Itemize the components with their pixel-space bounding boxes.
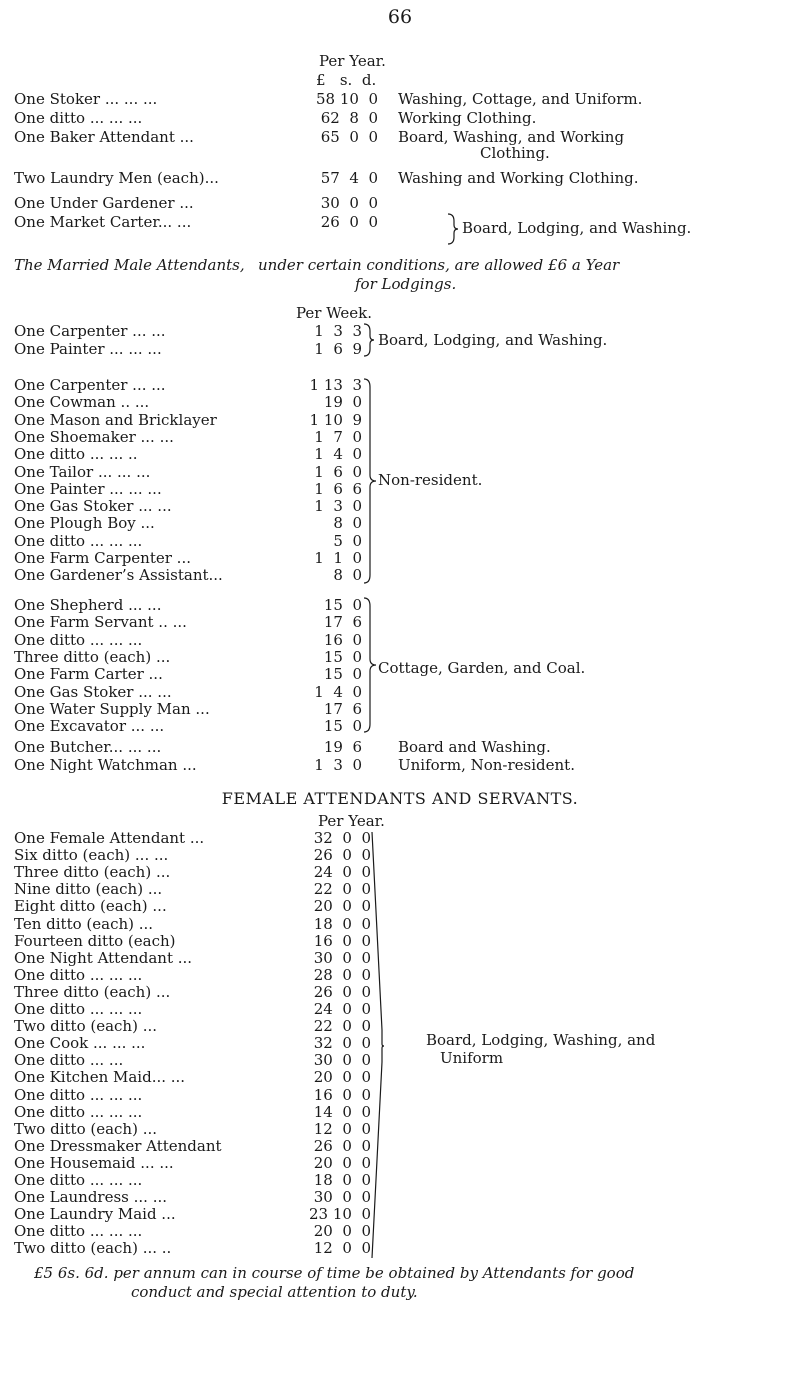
- row-amount: 26 0 0: [313, 1136, 371, 1155]
- row-label: One Farm Carpenter ...: [14, 549, 191, 567]
- row-amount: 30 0 0: [313, 948, 371, 967]
- row-label: One Painter ... ... ...: [14, 479, 162, 498]
- row-label: One Female Attendant ...: [14, 829, 205, 847]
- per-year-header: Per Year.: [319, 52, 386, 70]
- row-label: One Market Carter... ...: [14, 213, 192, 231]
- row-amount: 19 6: [323, 738, 362, 756]
- row-label: One Under Gardener ...: [14, 194, 194, 212]
- row-amount: 17 6: [323, 699, 362, 718]
- row-label: One Night Attendant ...: [14, 948, 193, 967]
- row-amount: 1 3 0: [314, 756, 362, 774]
- row-amount: 16 0 0: [313, 1085, 371, 1104]
- row-amount: 1 3 3: [314, 322, 362, 340]
- row-amount: 18 0 0: [313, 1171, 371, 1189]
- group-note-board-lodging-washing: Board, Lodging, and Washing.: [462, 219, 692, 237]
- row-label: One ditto ... ... ...: [14, 109, 143, 127]
- group2-note-non-resident: Non-resident.: [378, 471, 483, 489]
- row-label: One ditto ... ... ...: [14, 1000, 143, 1018]
- group1-note: Board, Lodging, and Washing.: [378, 331, 608, 349]
- row-label: One Shoemaker ... ...: [14, 427, 174, 446]
- row-label: One Farm Servant .. ...: [14, 613, 187, 632]
- row-amount: 1 10 9: [309, 410, 362, 429]
- row-note: Washing and Working Clothing.: [398, 169, 639, 187]
- row-amount: 22 0 0: [313, 1017, 371, 1036]
- brace-group1: [362, 322, 376, 358]
- row-label: One Mason and Bricklayer: [14, 410, 217, 429]
- row-amount: 5 0: [333, 531, 362, 550]
- row-label: One Dressmaker Attendant: [14, 1136, 222, 1155]
- row-label: One Gas Stoker ... ...: [14, 497, 172, 516]
- row-label: One Cowman .. ...: [14, 393, 150, 412]
- row-amount: 1 7 0: [314, 427, 362, 446]
- row-amount: 16 0 0: [313, 931, 371, 950]
- row-note: Uniform, Non-resident.: [398, 756, 575, 774]
- row-amount: 17 6: [323, 613, 362, 632]
- row-label: One Water Supply Man ...: [14, 699, 210, 718]
- female-section-title: FEMALE ATTENDANTS AND SERVANTS.: [221, 789, 579, 808]
- row-amount: 1 6 0: [314, 462, 362, 481]
- row-amount: 26 0 0: [313, 982, 371, 1001]
- row-label: One Housemaid ... ...: [14, 1153, 174, 1172]
- brace-female: [370, 830, 386, 1260]
- group3-note: Cottage, Garden, and Coal.: [378, 659, 586, 677]
- row-label: Eight ditto (each) ...: [14, 897, 167, 916]
- row-label: Fourteen ditto (each): [14, 931, 176, 950]
- row-note: Board and Washing.: [398, 738, 551, 756]
- row-label: Three ditto (each) ...: [14, 647, 171, 666]
- row-label: One Painter ... ... ...: [14, 340, 162, 358]
- row-label: One ditto ... ...: [14, 1051, 124, 1070]
- footer-line1: £5 6s. 6d. per annum can in course of time be obtained by Attendants for good: [34, 1264, 635, 1282]
- row-amount: 1 1 0: [314, 549, 362, 567]
- row-amount: 26 0 0: [320, 213, 378, 231]
- row-amount: 32 0 0: [313, 1034, 371, 1053]
- row-label: One Stoker ... ... ...: [14, 90, 158, 108]
- row-amount: 28 0 0: [313, 965, 371, 984]
- row-amount: 20 0 0: [313, 1153, 371, 1172]
- row-label: One Shepherd ... ...: [14, 596, 162, 614]
- row-note: Washing, Cottage, and Uniform.: [398, 90, 643, 108]
- row-label: Ten ditto (each) ...: [14, 914, 154, 933]
- row-amount: 22 0 0: [313, 880, 371, 899]
- row-amount: 18 0 0: [313, 914, 371, 933]
- row-label: One Cook ... ... ...: [14, 1034, 146, 1053]
- row-amount: 32 0 0: [313, 829, 371, 847]
- row-amount: 12 0 0: [313, 1239, 371, 1258]
- row-label: One Excavator ... ...: [14, 717, 165, 736]
- brace-group3: [362, 596, 378, 734]
- row-label: Six ditto (each) ... ...: [14, 846, 169, 865]
- footer-line2: conduct and special attention to duty.: [131, 1283, 418, 1301]
- married-note-line2: for Lodgings.: [355, 275, 457, 293]
- married-note-line1-b: under certain conditions, are allowed £6 a Year: [258, 256, 620, 274]
- row-label: One ditto ... ... ...: [14, 965, 143, 984]
- row-label: One Carpenter ... ...: [14, 322, 166, 340]
- row-amount: 8 0: [333, 514, 362, 533]
- row-label: Three ditto (each) ...: [14, 863, 171, 882]
- row-label: One Tailor ... ... ...: [14, 462, 151, 481]
- row-amount: 15 0: [323, 665, 362, 684]
- row-amount: 23 10 0: [308, 1205, 371, 1224]
- row-amount: 30 0 0: [313, 1051, 371, 1070]
- page-number: 66: [387, 6, 413, 28]
- row-amount: 20 0 0: [313, 897, 371, 916]
- row-label: One ditto ... ... ..: [14, 445, 138, 464]
- row-label: One Butcher... ... ...: [14, 738, 162, 756]
- row-amount: 1 4 0: [314, 682, 362, 701]
- row-label: One ditto ... ... ...: [14, 1102, 143, 1121]
- row-amount: 15 0: [323, 647, 362, 666]
- row-label: One ditto ... ... ...: [14, 630, 143, 649]
- row-label: One ditto ... ... ...: [14, 531, 143, 550]
- per-week-header: Per Week.: [296, 304, 373, 322]
- row-label: One ditto ... ... ...: [14, 1171, 143, 1189]
- row-amount: 8 0: [333, 566, 362, 585]
- row-label: One ditto ... ... ...: [14, 1222, 143, 1241]
- row-label: One Baker Attendant ...: [14, 128, 194, 146]
- row-label: One Gas Stoker ... ...: [14, 682, 172, 701]
- row-note: Board, Washing, and Working: [398, 128, 625, 146]
- brace-group2: [362, 377, 378, 585]
- row-label: One Kitchen Maid... ...: [14, 1068, 186, 1087]
- row-amount: 1 13 3: [309, 376, 362, 394]
- row-label: Nine ditto (each) ...: [14, 880, 163, 899]
- female-per-year-header: Per Year.: [318, 812, 385, 830]
- row-label: Three ditto (each) ...: [14, 982, 171, 1001]
- female-note-line2: Uniform: [440, 1049, 504, 1067]
- row-label: Two ditto (each) ... ..: [14, 1239, 172, 1258]
- female-note-line1: Board, Lodging, Washing, and: [426, 1031, 656, 1049]
- row-label: One Carpenter ... ...: [14, 376, 166, 394]
- row-label: One Night Watchman ...: [14, 756, 197, 774]
- row-amount: 30 0 0: [320, 194, 378, 212]
- row-label: One Laundress ... ...: [14, 1188, 168, 1207]
- row-amount: 1 6 9: [314, 340, 362, 358]
- row-amount: 57 4 0: [320, 169, 378, 187]
- row-label: Two Laundry Men (each)...: [14, 169, 219, 187]
- row-amount: 1 3 0: [314, 497, 362, 516]
- row-amount: 19 0: [323, 393, 362, 412]
- row-amount: 24 0 0: [313, 1000, 371, 1018]
- brace-gardener-carter: [446, 212, 460, 246]
- row-label: Two ditto (each) ...: [14, 1017, 158, 1036]
- row-note-continued: Clothing.: [480, 144, 550, 162]
- row-label: One Gardener’s Assistant...: [14, 566, 223, 585]
- row-amount: 15 0: [323, 596, 362, 614]
- row-label: One Farm Carter ...: [14, 665, 163, 684]
- row-amount: 24 0 0: [313, 863, 371, 882]
- row-label: One Plough Boy ...: [14, 514, 155, 533]
- row-amount: 20 0 0: [313, 1222, 371, 1241]
- currency-units-header: £ s. d.: [316, 71, 377, 89]
- row-amount: 1 4 0: [314, 445, 362, 464]
- row-label: One Laundry Maid ...: [14, 1205, 176, 1224]
- row-amount: 65 0 0: [320, 128, 378, 146]
- row-amount: 12 0 0: [313, 1119, 371, 1138]
- row-amount: 20 0 0: [313, 1068, 371, 1087]
- row-amount: 62 8 0: [320, 109, 378, 127]
- row-amount: 30 0 0: [313, 1188, 371, 1207]
- row-amount: 26 0 0: [313, 846, 371, 865]
- row-amount: 1 6 6: [314, 479, 362, 498]
- married-note-line1-a: The Married Male Attendants,: [14, 256, 245, 274]
- row-amount: 14 0 0: [313, 1102, 371, 1121]
- row-amount: 58 10 0: [315, 90, 378, 108]
- row-amount: 16 0: [323, 630, 362, 649]
- row-note: Working Clothing.: [398, 109, 537, 127]
- row-label: Two ditto (each) ...: [14, 1119, 158, 1138]
- row-amount: 15 0: [323, 717, 362, 736]
- row-label: One ditto ... ... ...: [14, 1085, 143, 1104]
